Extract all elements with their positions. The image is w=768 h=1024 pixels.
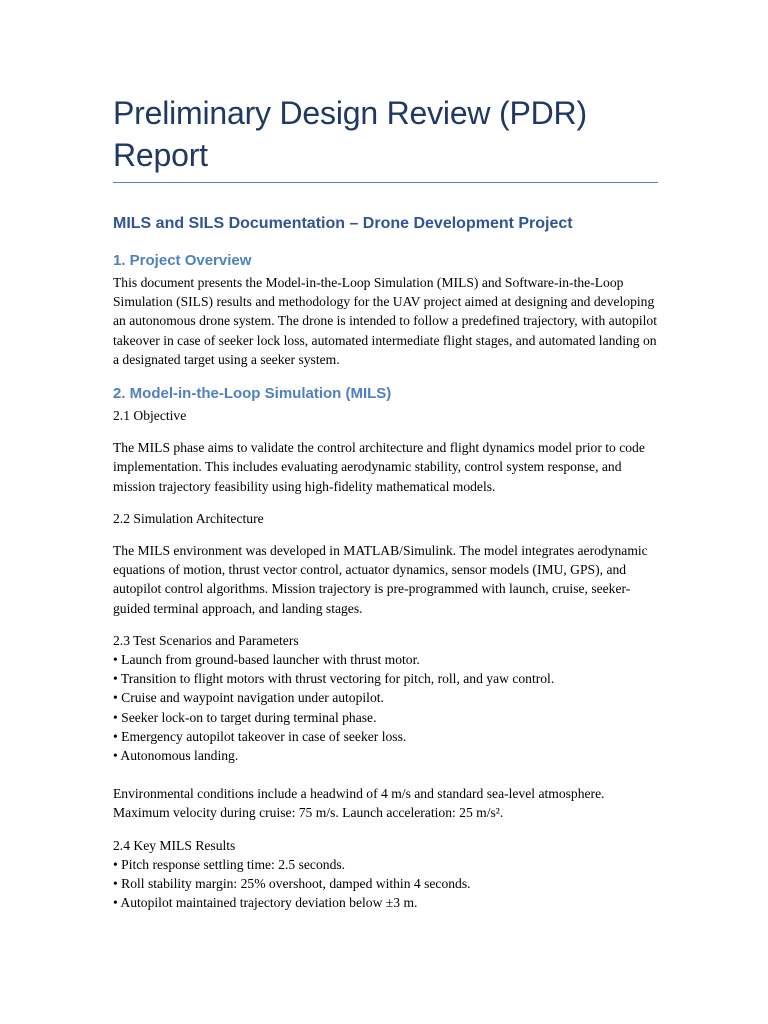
objective-paragraph: The MILS phase aims to validate the control architecture and flight dynamics model prior to code implementation. This includes evaluating aerodynamic stability, control system response, and mission trajectory feasibility using high-fidelity mathematical models. <box>113 440 645 494</box>
document-page <box>113 92 658 912</box>
list-item: • Pitch response settling time: 2.5 seconds. <box>113 856 346 872</box>
subsection-heading-scenarios: 2.3 Test Scenarios and Parameters <box>113 632 299 648</box>
conditions-paragraph: Environmental conditions include a headwind of 4 m/s and standard sea-level atmosphere. Maximum velocity during cruise: 75 m/s. Launch acceleration: 25 m/s². <box>113 786 605 821</box>
list-item: • Roll stability margin: 25% overshoot, damped within 4 seconds. <box>113 876 471 892</box>
document-title: Preliminary Design Review (PDR) Report <box>113 92 658 183</box>
list-item: • Emergency autopilot takeover in case of seeker loss. <box>113 728 407 744</box>
section-heading-mils: 2. Model-in-the-Loop Simulation (MILS) <box>113 385 392 403</box>
list-item: • Seeker lock-on to target during terminal phase. <box>113 709 377 725</box>
section-heading-project-overview: 1. Project Overview <box>113 252 252 269</box>
list-item: • Autopilot maintained trajectory deviation below ±3 m. <box>113 895 418 911</box>
project-overview-paragraph: This document presents the Model-in-the-Loop Simulation (MILS) and Software-in-the-Loop Simulation (SILS) results and methodology for the UAV project aimed at designing and developing an autonomous drone system. The drone is intended to follow a predefined trajectory, with autopilot takeover in case of seeker lock loss, automated intermediate flight stages, and automated landing on a designated target using a seeker system. <box>113 275 657 367</box>
scenarios-list <box>113 650 658 765</box>
subsection-heading-architecture: 2.2 Simulation Architecture <box>113 510 264 526</box>
results-list <box>113 855 658 913</box>
subsection-heading-results: 2.4 Key MILS Results <box>113 837 236 853</box>
list-item: • Transition to flight motors with thrust vectoring for pitch, roll, and yaw control. <box>113 671 555 687</box>
document-subtitle: MILS and SILS Documentation – Drone Development Project <box>113 215 573 232</box>
list-item: • Cruise and waypoint navigation under autopilot. <box>113 690 384 706</box>
subsection-heading-objective: 2.1 Objective <box>113 408 187 424</box>
list-item: • Autonomous landing. <box>113 748 239 764</box>
architecture-paragraph: The MILS environment was developed in MATLAB/Simulink. The model integrates aerodynamic equations of motion, thrust vector control, actuator dynamics, sensor models (IMU, GPS), and autopilot control algorithms. Mission trajectory is pre-programmed with launch, cruise, seeker-guided terminal approach, and landing stages. <box>113 543 648 616</box>
list-item: • Launch from ground-based launcher with thrust motor. <box>113 652 420 668</box>
